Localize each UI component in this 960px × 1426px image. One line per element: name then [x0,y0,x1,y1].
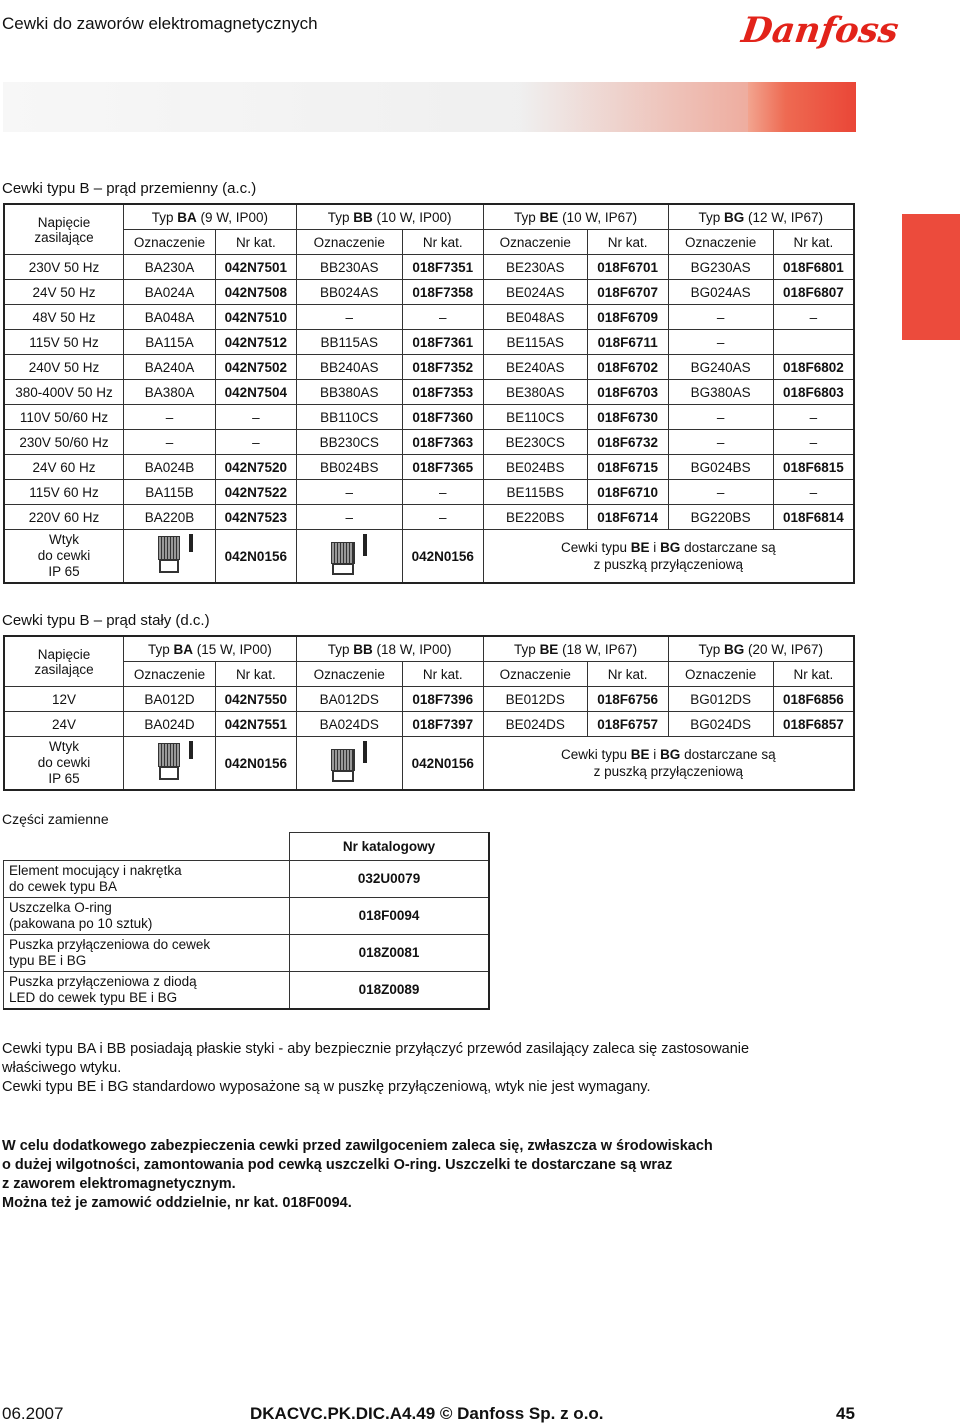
catalog-number-cell: 018F6709 [587,305,668,330]
designation-cell: BA024DS [296,712,402,737]
type-header-bb [296,204,483,230]
dc-coil-table [3,635,855,791]
catalog-number-cell: 018F6814 [773,505,854,530]
table-row [4,380,854,405]
designation-cell: BG380AS [668,380,773,405]
plug-note-text: Cewki typu [561,747,631,762]
voltage-header [4,204,124,255]
plug-note [483,737,854,791]
type-spec: (18 W, IP00) [372,641,452,657]
designation-cell: – [668,480,773,505]
type-name: BG [724,641,745,657]
designation-cell: BG024BS [668,455,773,480]
type-name: BA [173,641,193,657]
voltage-cell: 24V [4,712,124,737]
designation-cell: BE110CS [483,405,587,430]
table-row [4,280,854,305]
designation-cell: BA024D [124,712,216,737]
type-prefix: Typ [151,209,178,225]
plug-note-line [484,746,853,763]
catalog-number-cell: 018F7397 [402,712,483,737]
header-band-accent [748,82,856,132]
designation-cell: BA012DS [296,687,402,712]
spare-description [4,935,290,972]
type-prefix: Typ [514,209,540,225]
table-row [4,355,854,380]
catalog-number-header: Nr kat. [587,230,668,255]
catalog-number-cell: 018F6801 [773,255,854,280]
catalog-number-cell: 018F6757 [587,712,668,737]
designation-cell: BG012DS [668,687,773,712]
designation-cell: – [668,405,773,430]
catalog-number-cell: 018F6857 [773,712,854,737]
catalog-number-cell: 018F6715 [587,455,668,480]
danfoss-logo [739,2,902,59]
bb-plug-icon [319,739,379,785]
plug-note-be: BE [630,540,650,555]
designation-cell: BA012D [124,687,216,712]
table-row [4,972,490,1010]
ba-plug-code: 042N0156 [215,737,296,791]
plug-label-line: IP 65 [48,564,80,579]
spare-description [4,898,290,935]
type-prefix: Typ [327,209,354,225]
designation-header: Oznaczenie [296,230,402,255]
table-row [4,430,854,455]
plug-note-text: i [649,540,661,555]
designation-header: Oznaczenie [483,662,587,687]
type-spec: (20 W, IP67) [744,641,824,657]
catalog-number-cell: 042N7510 [215,305,296,330]
table-row [4,255,854,280]
plug-note-bg: BG [660,540,681,555]
type-spec: (18 W, IP67) [558,641,638,657]
table-row [4,687,854,712]
designation-cell: BA048A [124,305,216,330]
catalog-number-cell: 018F6711 [587,330,668,355]
designation-cell: BE380AS [483,380,587,405]
designation-cell: BG240AS [668,355,773,380]
notes-line: właściwego wtyku. [2,1060,122,1076]
designation-cell: – [668,305,773,330]
catalog-number-cell: – [215,405,296,430]
catalog-number-header: Nr kat. [402,230,483,255]
catalog-number-cell: – [773,405,854,430]
voltage-cell: 24V 50 Hz [4,280,124,305]
catalog-number-cell: 018F7360 [402,405,483,430]
spare-parts-table [3,832,490,1010]
catalog-number-header: Nr kat. [587,662,668,687]
ba-plug-icon [140,739,200,785]
notes-paragraph-2 [2,1137,902,1213]
catalog-number-cell: – [402,305,483,330]
designation-cell: BE240AS [483,355,587,380]
designation-header: Oznaczenie [124,662,216,687]
designation-cell: BB240AS [296,355,402,380]
designation-cell: BG230AS [668,255,773,280]
catalog-number-cell: 018F7358 [402,280,483,305]
type-header-ba [124,636,297,662]
voltage-header-line: zasilające [34,661,94,677]
plug-note-line [484,539,853,556]
catalog-number-cell: 042N7523 [215,505,296,530]
voltage-cell: 24V 60 Hz [4,455,124,480]
catalog-number-header: Nr kat. [773,662,854,687]
notes-line: z zaworem elektromagnetycznym. [2,1176,236,1192]
catalog-number-cell: 042N7551 [215,712,296,737]
designation-cell: BE012DS [483,687,587,712]
type-spec: (15 W, IP00) [192,641,272,657]
catalog-number-cell: 042N7508 [215,280,296,305]
type-header-bg [668,204,854,230]
voltage-header-line: Napięcie [37,646,91,662]
catalog-number-cell: 042N7550 [215,687,296,712]
ba-plug-icon [140,532,200,578]
catalog-number-cell: 042N7520 [215,455,296,480]
designation-cell: BE024BS [483,455,587,480]
designation-cell: BB380AS [296,380,402,405]
type-header-bb [296,636,483,662]
type-spec: (10 W, IP00) [372,209,452,225]
header-band-gradient [520,82,750,132]
catalog-number-cell: 018F7352 [402,355,483,380]
bb-plug-image [296,737,402,791]
designation-header: Oznaczenie [668,230,773,255]
catalog-number-cell: 042N7522 [215,480,296,505]
svg-text:Danfoss: Danfoss [739,10,902,51]
bb-plug-icon [319,532,379,578]
plug-note-line: z puszką przyłączeniową [593,764,743,779]
designation-cell: BG220BS [668,505,773,530]
plug-label-line: Wtyk [49,532,80,547]
catalog-number-cell: 018F6815 [773,455,854,480]
catalog-number-cell: – [402,480,483,505]
notes-line: Cewki typu BE i BG standardowo wyposażone są w puszkę przyłączeniową, wtyk nie jest wymagany. [2,1079,651,1095]
designation-cell: – [124,430,216,455]
catalog-number-cell: – [773,430,854,455]
designation-cell: BE230AS [483,255,587,280]
plug-label [4,737,124,791]
notes-paragraph-1 [2,1040,902,1097]
designation-cell: – [296,305,402,330]
designation-cell: BB024BS [296,455,402,480]
plug-note-be: BE [630,747,650,762]
designation-cell: BG024AS [668,280,773,305]
designation-header: Oznaczenie [668,662,773,687]
ba-plug-image [124,530,216,584]
designation-cell: BA115B [124,480,216,505]
catalog-number-cell: 018F6732 [587,430,668,455]
table-row [4,480,854,505]
spare-description-line: Element mocujący i nakrętka [9,863,182,878]
type-name: BE [539,209,559,225]
plug-note-text: i [649,747,661,762]
voltage-cell: 115V 60 Hz [4,480,124,505]
spare-description-line: Uszczelka O-ring [9,900,112,915]
designation-cell: BB024AS [296,280,402,305]
designation-cell: – [124,405,216,430]
catalog-number-cell: 018F6803 [773,380,854,405]
catalog-number-cell: 018F7361 [402,330,483,355]
spare-catalog-number: 032U0079 [290,861,489,898]
ba-plug-image [124,737,216,791]
footer-page-number: 45 [836,1404,855,1423]
plug-row [4,737,854,791]
plug-note-text: dostarczane są [680,540,776,555]
catalog-number-cell: – [402,505,483,530]
catalog-number-cell: 018F6802 [773,355,854,380]
plug-label-line: Wtyk [49,739,80,754]
designation-cell: BA240A [124,355,216,380]
ac-coil-table [3,203,855,584]
plug-note-text: dostarczane są [680,747,776,762]
designation-cell: BB110CS [296,405,402,430]
designation-cell: BE024DS [483,712,587,737]
designation-cell: BA115A [124,330,216,355]
designation-cell: BG024DS [668,712,773,737]
voltage-cell: 115V 50 Hz [4,330,124,355]
type-header-ba [124,204,297,230]
table-row [4,898,490,935]
designation-cell: BE115AS [483,330,587,355]
type-spec: (10 W, IP67) [558,209,638,225]
bb-plug-code: 042N0156 [402,530,483,584]
designation-cell: BE048AS [483,305,587,330]
catalog-number-cell: 018F6703 [587,380,668,405]
catalog-number-cell: 018F6856 [773,687,854,712]
voltage-cell: 110V 50/60 Hz [4,405,124,430]
catalog-number-cell: – [215,430,296,455]
table-row [4,405,854,430]
spare-description-line: do cewek typu BA [9,879,118,894]
spare-description-line: Puszka przyłączeniowa do cewek [9,937,211,952]
catalog-number-cell: 018F6710 [587,480,668,505]
designation-cell: BA230A [124,255,216,280]
plug-note-text: Cewki typu [561,540,631,555]
catalog-number-cell: 018F6702 [587,355,668,380]
catalog-number-cell: 018F7351 [402,255,483,280]
catalog-number-cell: 018F6707 [587,280,668,305]
catalog-number-cell: 018F6807 [773,280,854,305]
side-tab-marker [902,214,960,340]
spare-catalog-number: 018Z0089 [290,972,489,1010]
designation-cell: BE024AS [483,280,587,305]
spare-description-line: LED do cewek typu BE i BG [9,990,178,1005]
designation-cell: – [296,505,402,530]
designation-cell: – [296,480,402,505]
designation-header: Oznaczenie [124,230,216,255]
type-name: BA [177,209,197,225]
catalog-number-header: Nr katalogowy [290,833,489,861]
spare-catalog-number: 018Z0081 [290,935,489,972]
type-prefix: Typ [698,641,724,657]
voltage-cell: 48V 50 Hz [4,305,124,330]
type-header-be [483,204,668,230]
catalog-number-cell: 018F6701 [587,255,668,280]
designation-cell: – [668,430,773,455]
catalog-number-cell: 018F6714 [587,505,668,530]
voltage-cell: 12V [4,687,124,712]
designation-header: Oznaczenie [296,662,402,687]
catalog-number-cell: 018F7353 [402,380,483,405]
catalog-number-cell: 042N7501 [215,255,296,280]
designation-cell: – [668,330,773,355]
voltage-header-line: zasilające [34,229,94,245]
type-prefix: Typ [514,641,540,657]
plug-label [4,530,124,584]
table-row [4,330,854,355]
type-prefix: Typ [698,209,724,225]
spare-header-blank [4,833,290,861]
designation-cell: BE230CS [483,430,587,455]
voltage-cell: 380-400V 50 Hz [4,380,124,405]
spare-description [4,972,290,1010]
notes-line: Można też je zamowić oddzielnie, nr kat. 018F0094. [2,1195,352,1211]
type-name: BG [724,209,745,225]
table-row [4,712,854,737]
designation-cell: BB230AS [296,255,402,280]
section-title-dc: Cewki typu B – prąd stały (d.c.) [2,612,210,629]
type-name: BB [353,641,373,657]
voltage-cell: 240V 50 Hz [4,355,124,380]
catalog-number-header: Nr kat. [215,230,296,255]
catalog-number-cell: 042N7502 [215,355,296,380]
section-title-ac: Cewki typu B – prąd przemienny (a.c.) [2,180,257,197]
table-row [4,455,854,480]
voltage-cell: 230V 50/60 Hz [4,430,124,455]
spare-description [4,861,290,898]
notes-line: W celu dodatkowego zabezpieczenia cewki przed zawilgoceniem zaleca się, zwłaszcza w środowiskach [2,1138,713,1154]
notes-line: Cewki typu BA i BB posiadają płaskie styki - aby bezpiecznie przyłączyć przewód zasilający zaleca się zastosowanie [2,1041,750,1057]
type-prefix: Typ [147,641,174,657]
catalog-number-cell: 018F6730 [587,405,668,430]
designation-cell: BA380A [124,380,216,405]
plug-note-bg: BG [660,747,681,762]
voltage-cell: 230V 50 Hz [4,255,124,280]
designation-cell: BA024A [124,280,216,305]
plug-row [4,530,854,584]
plug-note-line: z puszką przyłączeniową [593,557,743,572]
catalog-number-cell: 042N7504 [215,380,296,405]
catalog-number-header: Nr kat. [773,230,854,255]
catalog-number-cell: 018F7365 [402,455,483,480]
catalog-number-cell: 018F7396 [402,687,483,712]
catalog-number-header: Nr kat. [402,662,483,687]
type-header-bg [668,636,854,662]
type-header-be [483,636,668,662]
type-spec: (9 W, IP00) [196,209,268,225]
designation-cell: BB115AS [296,330,402,355]
section-title-spares: Części zamienne [2,811,109,827]
table-row [4,935,490,972]
designation-header: Oznaczenie [483,230,587,255]
catalog-number-cell: 018F7363 [402,430,483,455]
catalog-number-cell: 042N7512 [215,330,296,355]
bb-plug-image [296,530,402,584]
designation-cell: BB230CS [296,430,402,455]
plug-label-line: IP 65 [48,771,80,786]
ba-plug-code: 042N0156 [215,530,296,584]
voltage-header [4,636,124,687]
spare-catalog-number: 018F0094 [290,898,489,935]
catalog-number-header: Nr kat. [215,662,296,687]
table-row [4,861,490,898]
voltage-header-line: Napięcie [37,214,91,230]
type-name: BE [539,641,559,657]
bb-plug-code: 042N0156 [402,737,483,791]
table-row [4,305,854,330]
designation-cell: BA024B [124,455,216,480]
designation-cell: BE115BS [483,480,587,505]
table-row [4,505,854,530]
type-name: BB [353,209,373,225]
type-spec: (12 W, IP67) [744,209,824,225]
notes-line: o dużej wilgotności, zamontowania pod cewką uszczelki O-ring. Uszczelki te dostarczane są wraz [2,1157,673,1173]
type-prefix: Typ [327,641,354,657]
designation-cell: BA220B [124,505,216,530]
plug-note [483,530,854,584]
catalog-number-cell: – [773,480,854,505]
page-title: Cewki do zaworów elektromagnetycznych [2,14,318,33]
plug-label-line: do cewki [37,548,91,563]
catalog-number-cell [773,330,854,355]
designation-cell: BE220BS [483,505,587,530]
footer-date: 06.2007 [2,1404,64,1423]
footer-doc-code: DKACVC.PK.DIC.A4.49 © Danfoss Sp. z o.o. [250,1404,604,1423]
catalog-number-cell: – [773,305,854,330]
spare-description-line: typu BE i BG [9,953,87,968]
spare-description-line: Puszka przyłączeniowa z diodą [9,974,197,989]
voltage-cell: 220V 60 Hz [4,505,124,530]
spare-description-line: (pakowana po 10 sztuk) [9,916,153,931]
plug-label-line: do cewki [37,755,91,770]
catalog-number-cell: 018F6756 [587,687,668,712]
